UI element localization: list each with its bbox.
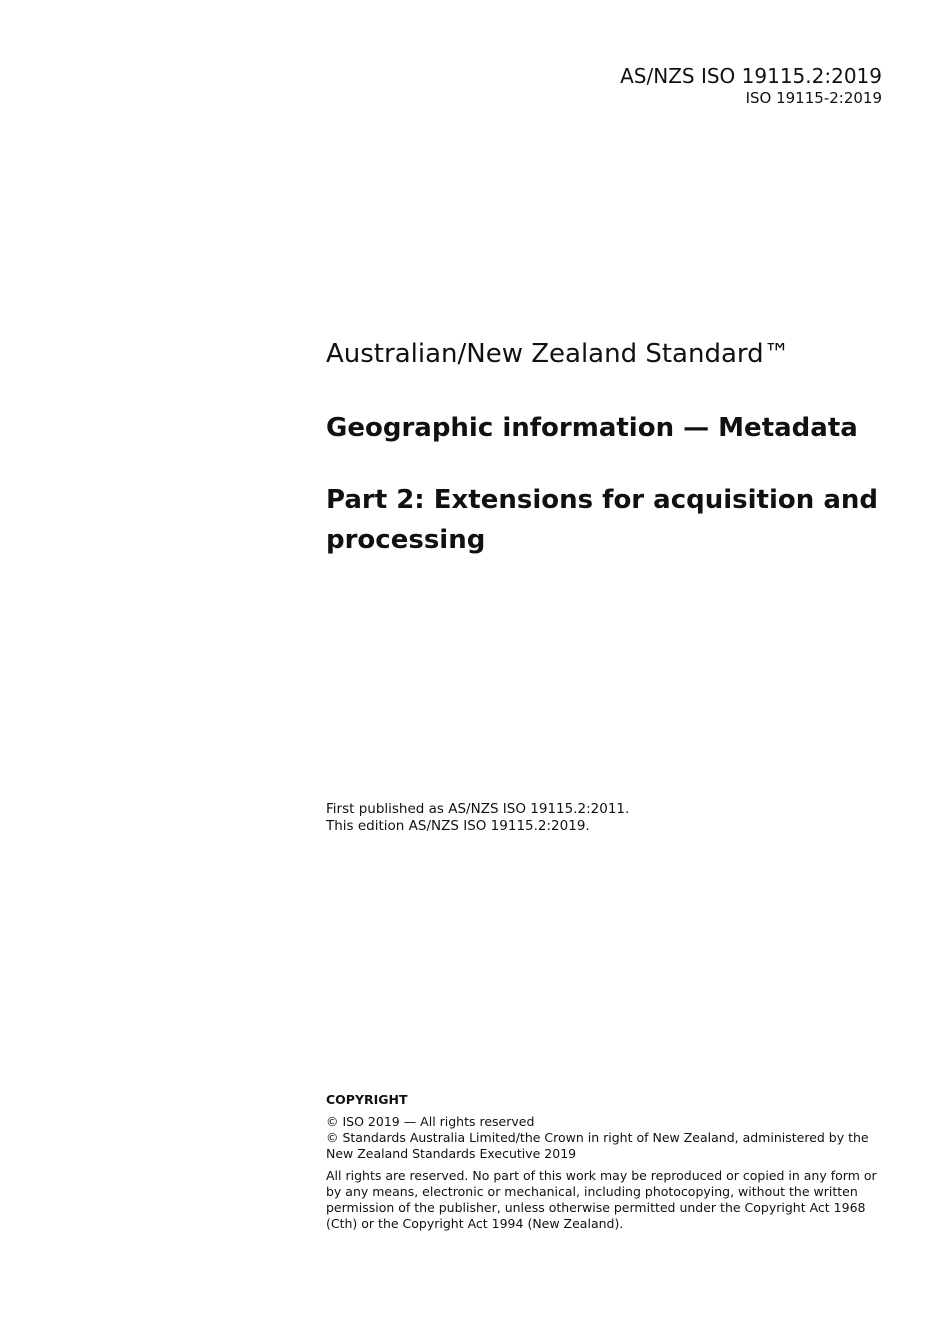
copyright-heading: COPYRIGHT bbox=[326, 1092, 408, 1107]
rights-statement: All rights are reserved. No part of this work may be reproduced or copied in any form or by any means, electronic or mechanical, including photocopying, without the written permission of the publisher, unless otherwise permitted under the Copyright Act 1968 (Cth) or the Copyright Act 1994 (New Zealand). bbox=[326, 1168, 877, 1231]
title-block bbox=[326, 336, 886, 560]
sa-copyright-notice: © Standards Australia Limited/the Crown in right of New Zealand, administered by the New Zealand Standards Executive 2019 bbox=[326, 1130, 869, 1161]
copyright-section bbox=[326, 1092, 888, 1232]
document-header bbox=[620, 64, 882, 108]
iso-copyright-notice: © ISO 2019 — All rights reserved bbox=[326, 1114, 535, 1129]
first-published-note: First published as AS/NZS ISO 19115.2:2011. bbox=[326, 801, 630, 817]
document-part-title: Part 2: Extensions for acquisition and processing bbox=[326, 485, 878, 555]
iso-number: ISO 19115-2:2019 bbox=[745, 89, 882, 107]
standard-number: AS/NZS ISO 19115.2:2019 bbox=[620, 64, 882, 88]
standard-kind: Australian/New Zealand Standard™ bbox=[326, 339, 790, 369]
this-edition-note: This edition AS/NZS ISO 19115.2:2019. bbox=[326, 818, 590, 834]
document-title: Geographic information — Metadata bbox=[326, 413, 858, 443]
publication-history bbox=[326, 801, 629, 835]
